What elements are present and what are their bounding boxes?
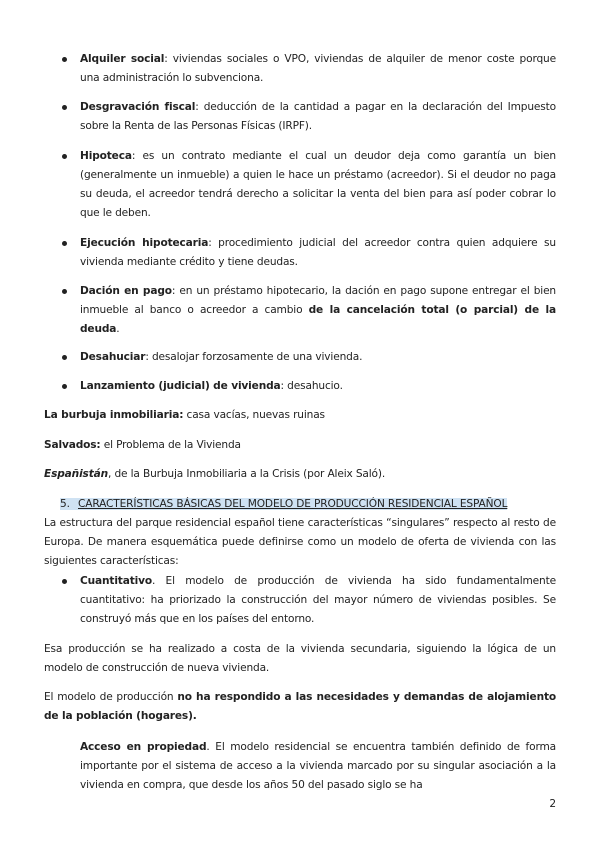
- glossary-item-desahuciar: Desahuciar: desalojar forzosamente de una vivienda.: [80, 348, 556, 367]
- reference-espanistan: Españistán, de la Burbuja Inmobiliaria a la Crisis (por Aleix Saló).: [44, 468, 386, 480]
- page-number: 2: [549, 798, 556, 810]
- glossary-item-hipoteca: Hipoteca: es un contrato mediante el cual un deudor deja como garantía un bien (generalmente un inmueble) a quien le hace un préstamo (acreedor). Si el deudor no paga su deuda, el acreedor tendrá derecho a solicitar la venta del bien para así poder cobrar lo que le deben.: [80, 147, 556, 223]
- glossary-item-dacion-en-pago: Dación en pago: en un préstamo hipotecario, la dación en pago supone entregar el bien inmueble al banco o acreedor a cambio de la cancelación total (o parcial) de la deuda.: [80, 282, 556, 339]
- bullet-acceso-propiedad: Acceso en propiedad. El modelo residencial se encuentra también definido de forma importante por el sistema de acceso a la vivienda marcado por su singular asociación a la vivienda en compra, que desde los años 50 del pasado siglo se ha: [80, 738, 556, 795]
- reference-burbuja: La burbuja inmobiliaria: casa vacías, nuevas ruinas: [44, 409, 325, 421]
- paragraph-produccion: Esa producción se ha realizado a costa de la vivienda secundaria, siguiendo la lógica de un modelo de construcción de nueva vivienda.: [44, 643, 556, 674]
- bullet-cuantitativo: Cuantitativo. El modelo de producción de vivienda ha sido fundamentalmente cuantitativo: ha priorizado la construcción del mayor número de viviendas posibles. Se construyó más que en los países del entorno.: [80, 572, 556, 629]
- glossary-item-ejecucion-hipotecaria: Ejecución hipotecaria: procedimiento judicial del acreedor contra quien adquiere su vivienda mediante crédito y tiene deudas.: [80, 234, 556, 272]
- paragraph-modelo: El modelo de producción no ha respondido a las necesidades y demandas de alojamiento de la población (hogares).: [44, 691, 556, 722]
- glossary-item-lanzamiento: Lanzamiento (judicial) de vivienda: desahucio.: [80, 377, 556, 396]
- glossary-item-alquiler-social: Alquiler social: viviendas sociales o VPO, viviendas de alquiler de menor coste porque una administración lo subvenciona.: [80, 50, 556, 88]
- section-heading: 5. CARACTERÍSTICAS BÁSICAS DEL MODELO DE PRODUCCIÓN RESIDENCIAL ESPAÑOL: [60, 498, 508, 510]
- intro-paragraph: La estructura del parque residencial español tiene características “singulares” respecto al resto de Europa. De manera esquemática puede definirse como un modelo de oferta de vivienda con las siguientes características:: [44, 517, 556, 567]
- glossary-item-desgravacion-fiscal: Desgravación fiscal: deducción de la cantidad a pagar en la declaración del Impuesto sobre la Renta de las Personas Físicas (IRPF).: [80, 98, 556, 136]
- reference-salvados: Salvados: el Problema de la Vivienda: [44, 439, 241, 451]
